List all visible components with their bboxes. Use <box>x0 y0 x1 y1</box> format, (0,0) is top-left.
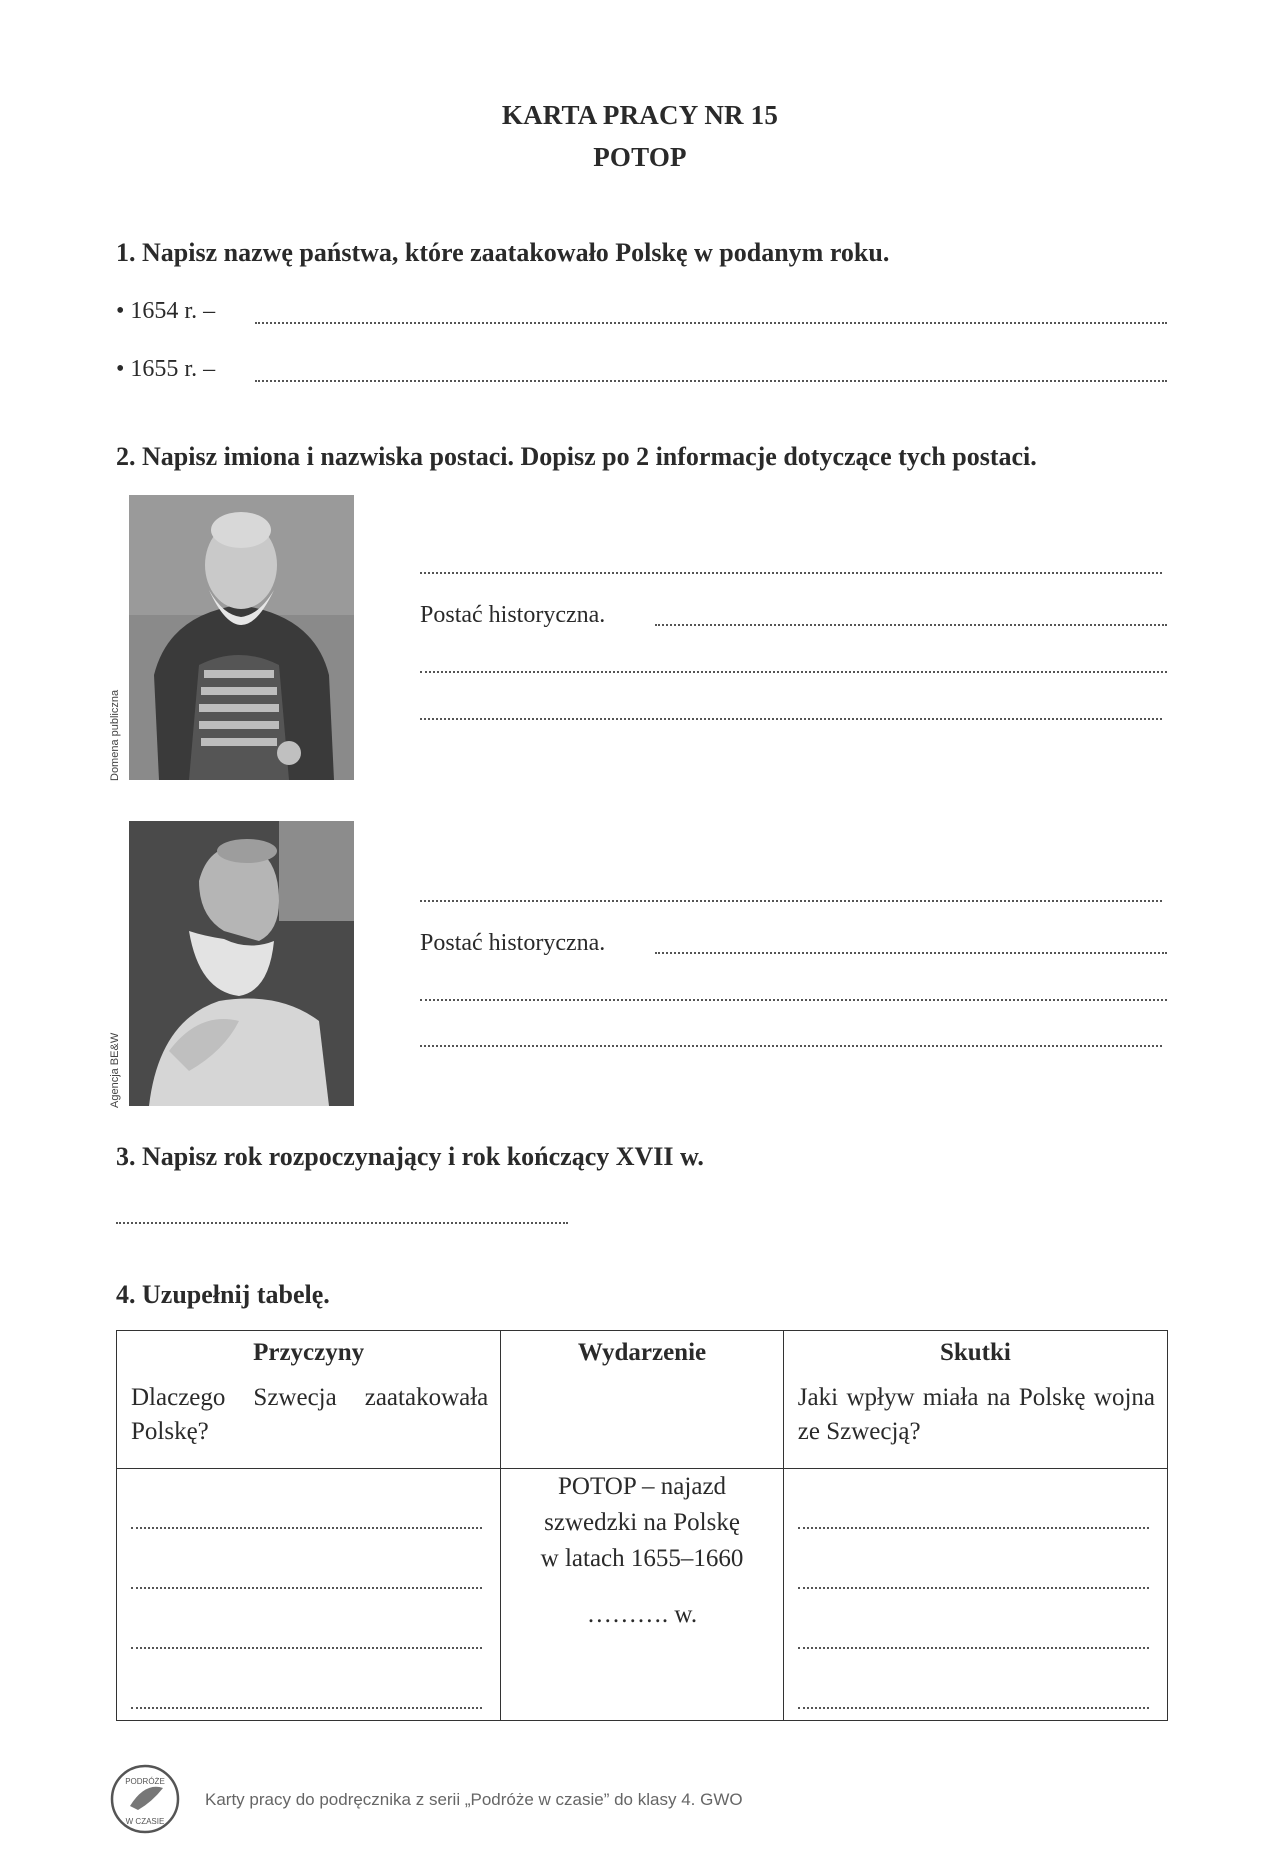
effects-line-1[interactable] <box>798 1527 1149 1529</box>
task1-item-1654: • 1654 r. – <box>116 298 216 324</box>
figure1-name-line[interactable] <box>420 572 1162 574</box>
logo-text-bottom: W CZASIE <box>125 1817 165 1826</box>
task3-question: 3. Napisz rok rozpoczynający i rok kończący XVII w. <box>116 1142 704 1171</box>
logo-text-top: PODRÓŻE <box>125 1777 165 1786</box>
task1-answer-line-2[interactable] <box>255 380 1167 382</box>
figure2-info-line-1[interactable] <box>655 952 1167 954</box>
figure1-info-line-2[interactable] <box>420 671 1167 673</box>
worksheet-topic: POTOP <box>593 142 687 172</box>
causes-line-2[interactable] <box>131 1587 482 1589</box>
figure2-info-line-3[interactable] <box>420 1045 1162 1047</box>
header-causes-cell <box>117 1331 501 1469</box>
task1-question: 1. Napisz nazwę państwa, które zaatakowało Polskę w podanym roku. <box>116 238 890 267</box>
task2-question: 2. Napisz imiona i nazwiska postaci. Dopisz po 2 informacje dotyczące tych postaci. <box>116 442 1037 471</box>
figure2-name-line[interactable] <box>420 900 1162 902</box>
photo-credit-2: Agencja BE&W <box>109 1032 121 1108</box>
historical-figure-portrait-1 <box>129 495 354 780</box>
event-line-1: POTOP – najazd <box>558 1473 727 1500</box>
event-line-2: szwedzki na Polskę <box>544 1509 740 1536</box>
effects-line-3[interactable] <box>798 1647 1149 1649</box>
causes-answer-cell[interactable] <box>117 1469 501 1721</box>
causes-line-4[interactable] <box>131 1707 482 1709</box>
header-causes: Przyczyny <box>253 1339 365 1366</box>
figure2-label: Postać historyczna. <box>420 930 606 956</box>
task4-question: 4. Uzupełnij tabelę. <box>116 1280 330 1309</box>
event-century-blank[interactable]: ………. w. <box>586 1601 698 1628</box>
figure2-info-line-2[interactable] <box>420 999 1167 1001</box>
header-event-cell <box>501 1331 784 1469</box>
header-event: Wydarzenie <box>577 1339 707 1366</box>
effects-question: Jaki wpływ miała na Polskę wojna ze Szwecją? <box>797 1384 1155 1445</box>
task1-item-1655: • 1655 r. – <box>116 356 216 382</box>
causes-question: Dlaczego Szwecja zaatakowała Polskę? <box>131 1384 489 1445</box>
header-effects: Skutki <box>939 1339 1011 1366</box>
figure1-info-line-3[interactable] <box>420 718 1162 720</box>
header-effects-cell <box>783 1331 1167 1469</box>
event-line-3: w latach 1655–1660 <box>540 1545 744 1572</box>
photo-credit-1: Domena publiczna <box>109 689 121 781</box>
footer-text: Karty pracy do podręcznika z serii „Podróże w czasie” do klasy 4. GWO <box>205 1790 743 1809</box>
events-table <box>116 1330 1168 1721</box>
effects-answer-cell[interactable] <box>783 1469 1167 1721</box>
worksheet-title: KARTA PRACY NR 15 <box>501 100 779 130</box>
effects-line-2[interactable] <box>798 1587 1149 1589</box>
historical-figure-portrait-2 <box>129 821 354 1106</box>
task1-answer-line-1[interactable] <box>255 322 1167 324</box>
publisher-logo <box>108 1762 182 1836</box>
event-cell <box>501 1469 784 1721</box>
figure1-info-line-1[interactable] <box>655 624 1167 626</box>
effects-line-4[interactable] <box>798 1707 1149 1709</box>
causes-line-3[interactable] <box>131 1647 482 1649</box>
figure1-label: Postać historyczna. <box>420 602 606 628</box>
task3-answer-line[interactable] <box>116 1222 568 1224</box>
causes-line-1[interactable] <box>131 1527 482 1529</box>
